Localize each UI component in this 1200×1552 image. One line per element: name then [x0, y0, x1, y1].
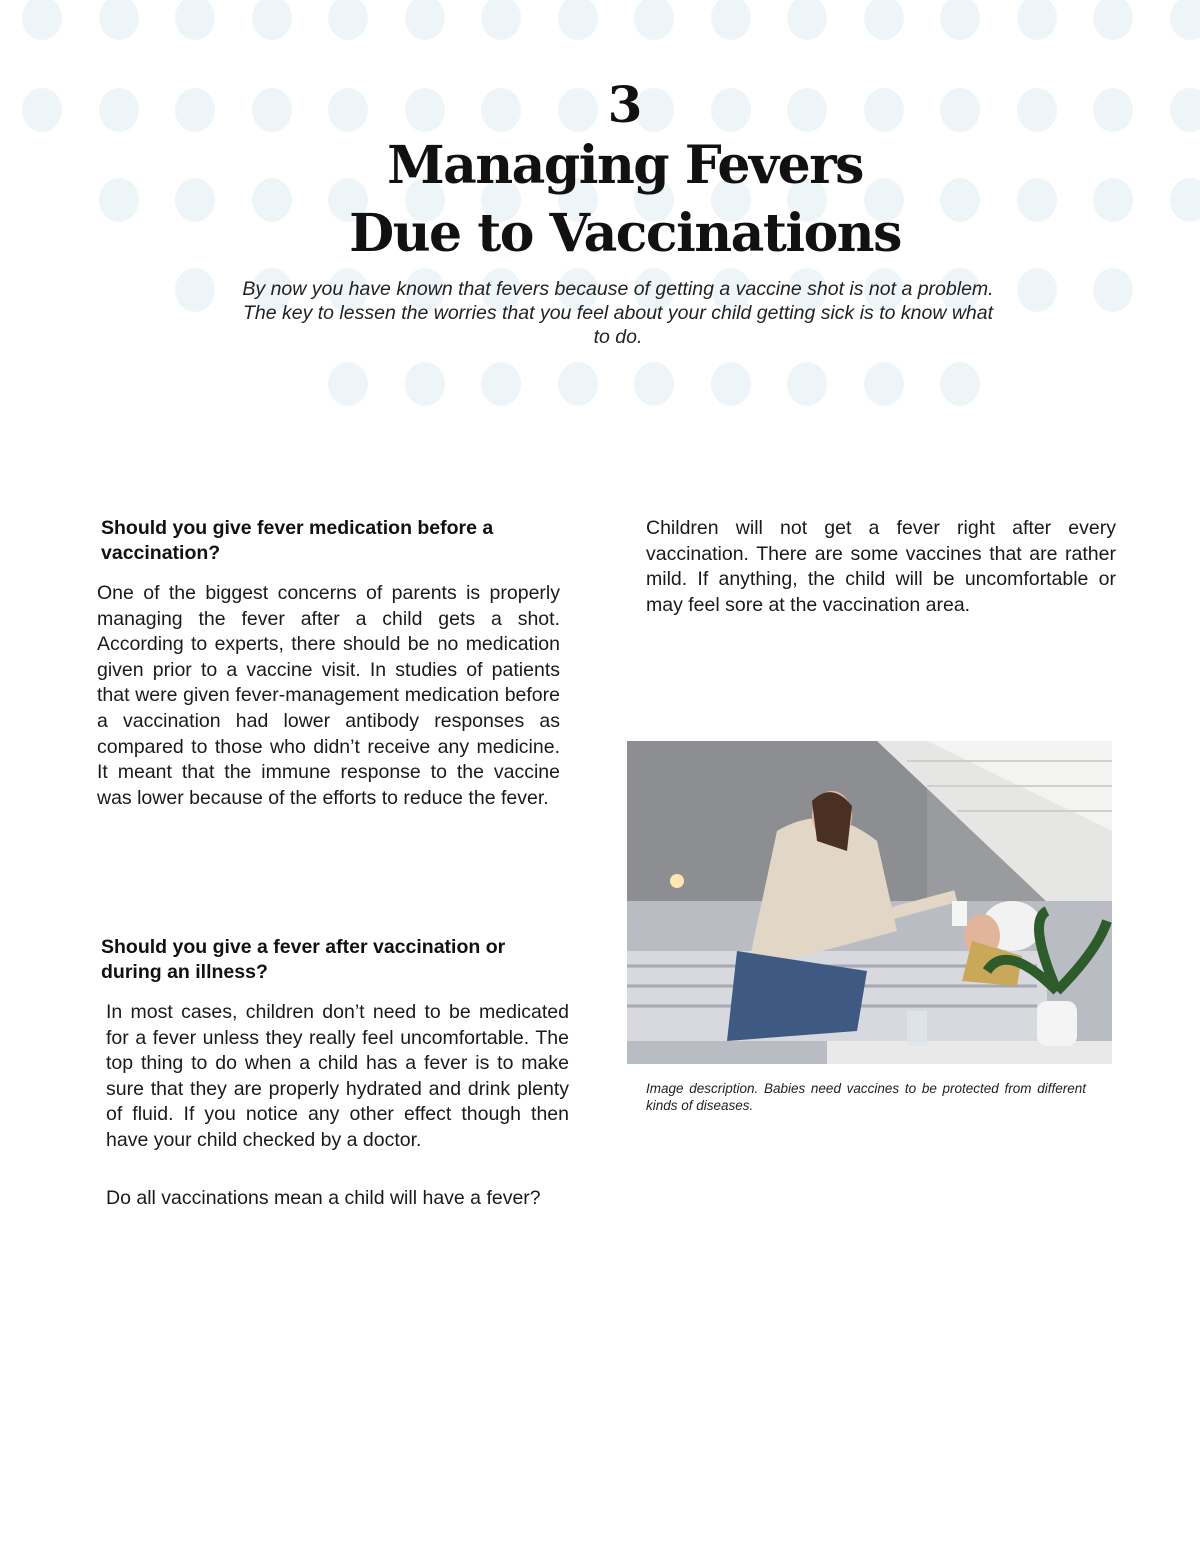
background-dot	[940, 0, 980, 40]
background-dot	[1093, 0, 1133, 40]
background-dot	[1093, 268, 1133, 312]
background-dot	[940, 362, 980, 406]
background-dot	[22, 0, 62, 40]
background-dot	[1017, 268, 1057, 312]
background-dot	[864, 362, 904, 406]
chapter-number: 3	[607, 75, 643, 134]
background-dot	[1017, 0, 1057, 40]
background-dot	[405, 362, 445, 406]
background-dot	[175, 0, 215, 40]
background-dot	[558, 0, 598, 40]
section2-question: Should you give a fever after vaccination or during an illness?	[101, 936, 506, 983]
background-dot	[175, 268, 215, 312]
photo-caption: Image description. Babies need vaccines to be protected from different kinds of diseases.	[646, 1081, 1086, 1113]
section2-body: In most cases, children don’t need to be medicated for a fever unless they really feel uncomfortable. The top thing to do when a child has a fever is to make sure that they are properly hydrated and drink plenty of fluid. If you notice any other effect though then have your child checked by a doctor.	[106, 1001, 569, 1151]
section1-body: One of the biggest concerns of parents is properly managing the fever after a child gets a shot. According to experts, there should be no medication given prior to a vaccine visit. In studies of patients that were given fever-management medication before a vaccination had lower antibody responses as compared to those who didn’t receive any medicine. It meant that the immune response to the vaccine was lower because of the efforts to reduce the fever.	[97, 582, 560, 809]
background-dot	[864, 0, 904, 40]
page-title-line1: Managing Fevers	[387, 135, 863, 196]
page-header	[0, 75, 1200, 268]
background-dot	[711, 0, 751, 40]
section2-follow-up: Do all vaccinations mean a child will have a fever?	[106, 1187, 541, 1209]
photo-mother-checking-child-temperature	[627, 741, 1112, 1064]
background-dot	[787, 0, 827, 40]
background-dot	[328, 362, 368, 406]
background-dot	[634, 362, 674, 406]
background-dot	[711, 362, 751, 406]
right-column-body: Children will not get a fever right after every vaccination. There are some vaccines that are rather mild. If anything, the child will be uncomfortable or may feel sore at the vaccination area.	[646, 517, 1116, 616]
background-dot	[405, 0, 445, 40]
background-dot	[481, 362, 521, 406]
background-dot	[787, 362, 827, 406]
background-dot	[634, 0, 674, 40]
background-dot	[481, 0, 521, 40]
background-dot	[99, 0, 139, 40]
background-dot	[558, 362, 598, 406]
section1-question: Should you give fever medication before a vaccination?	[101, 517, 494, 564]
background-dot	[252, 0, 292, 40]
background-dot	[328, 0, 368, 40]
background-dot	[1170, 0, 1200, 40]
intro-text: By now you have known that fevers because of getting a vaccine shot is not a problem. The key to lessen the worries that you feel about your child getting sick is to know what to do.	[242, 278, 994, 348]
page-title-line2: Due to Vaccinations	[349, 203, 901, 264]
